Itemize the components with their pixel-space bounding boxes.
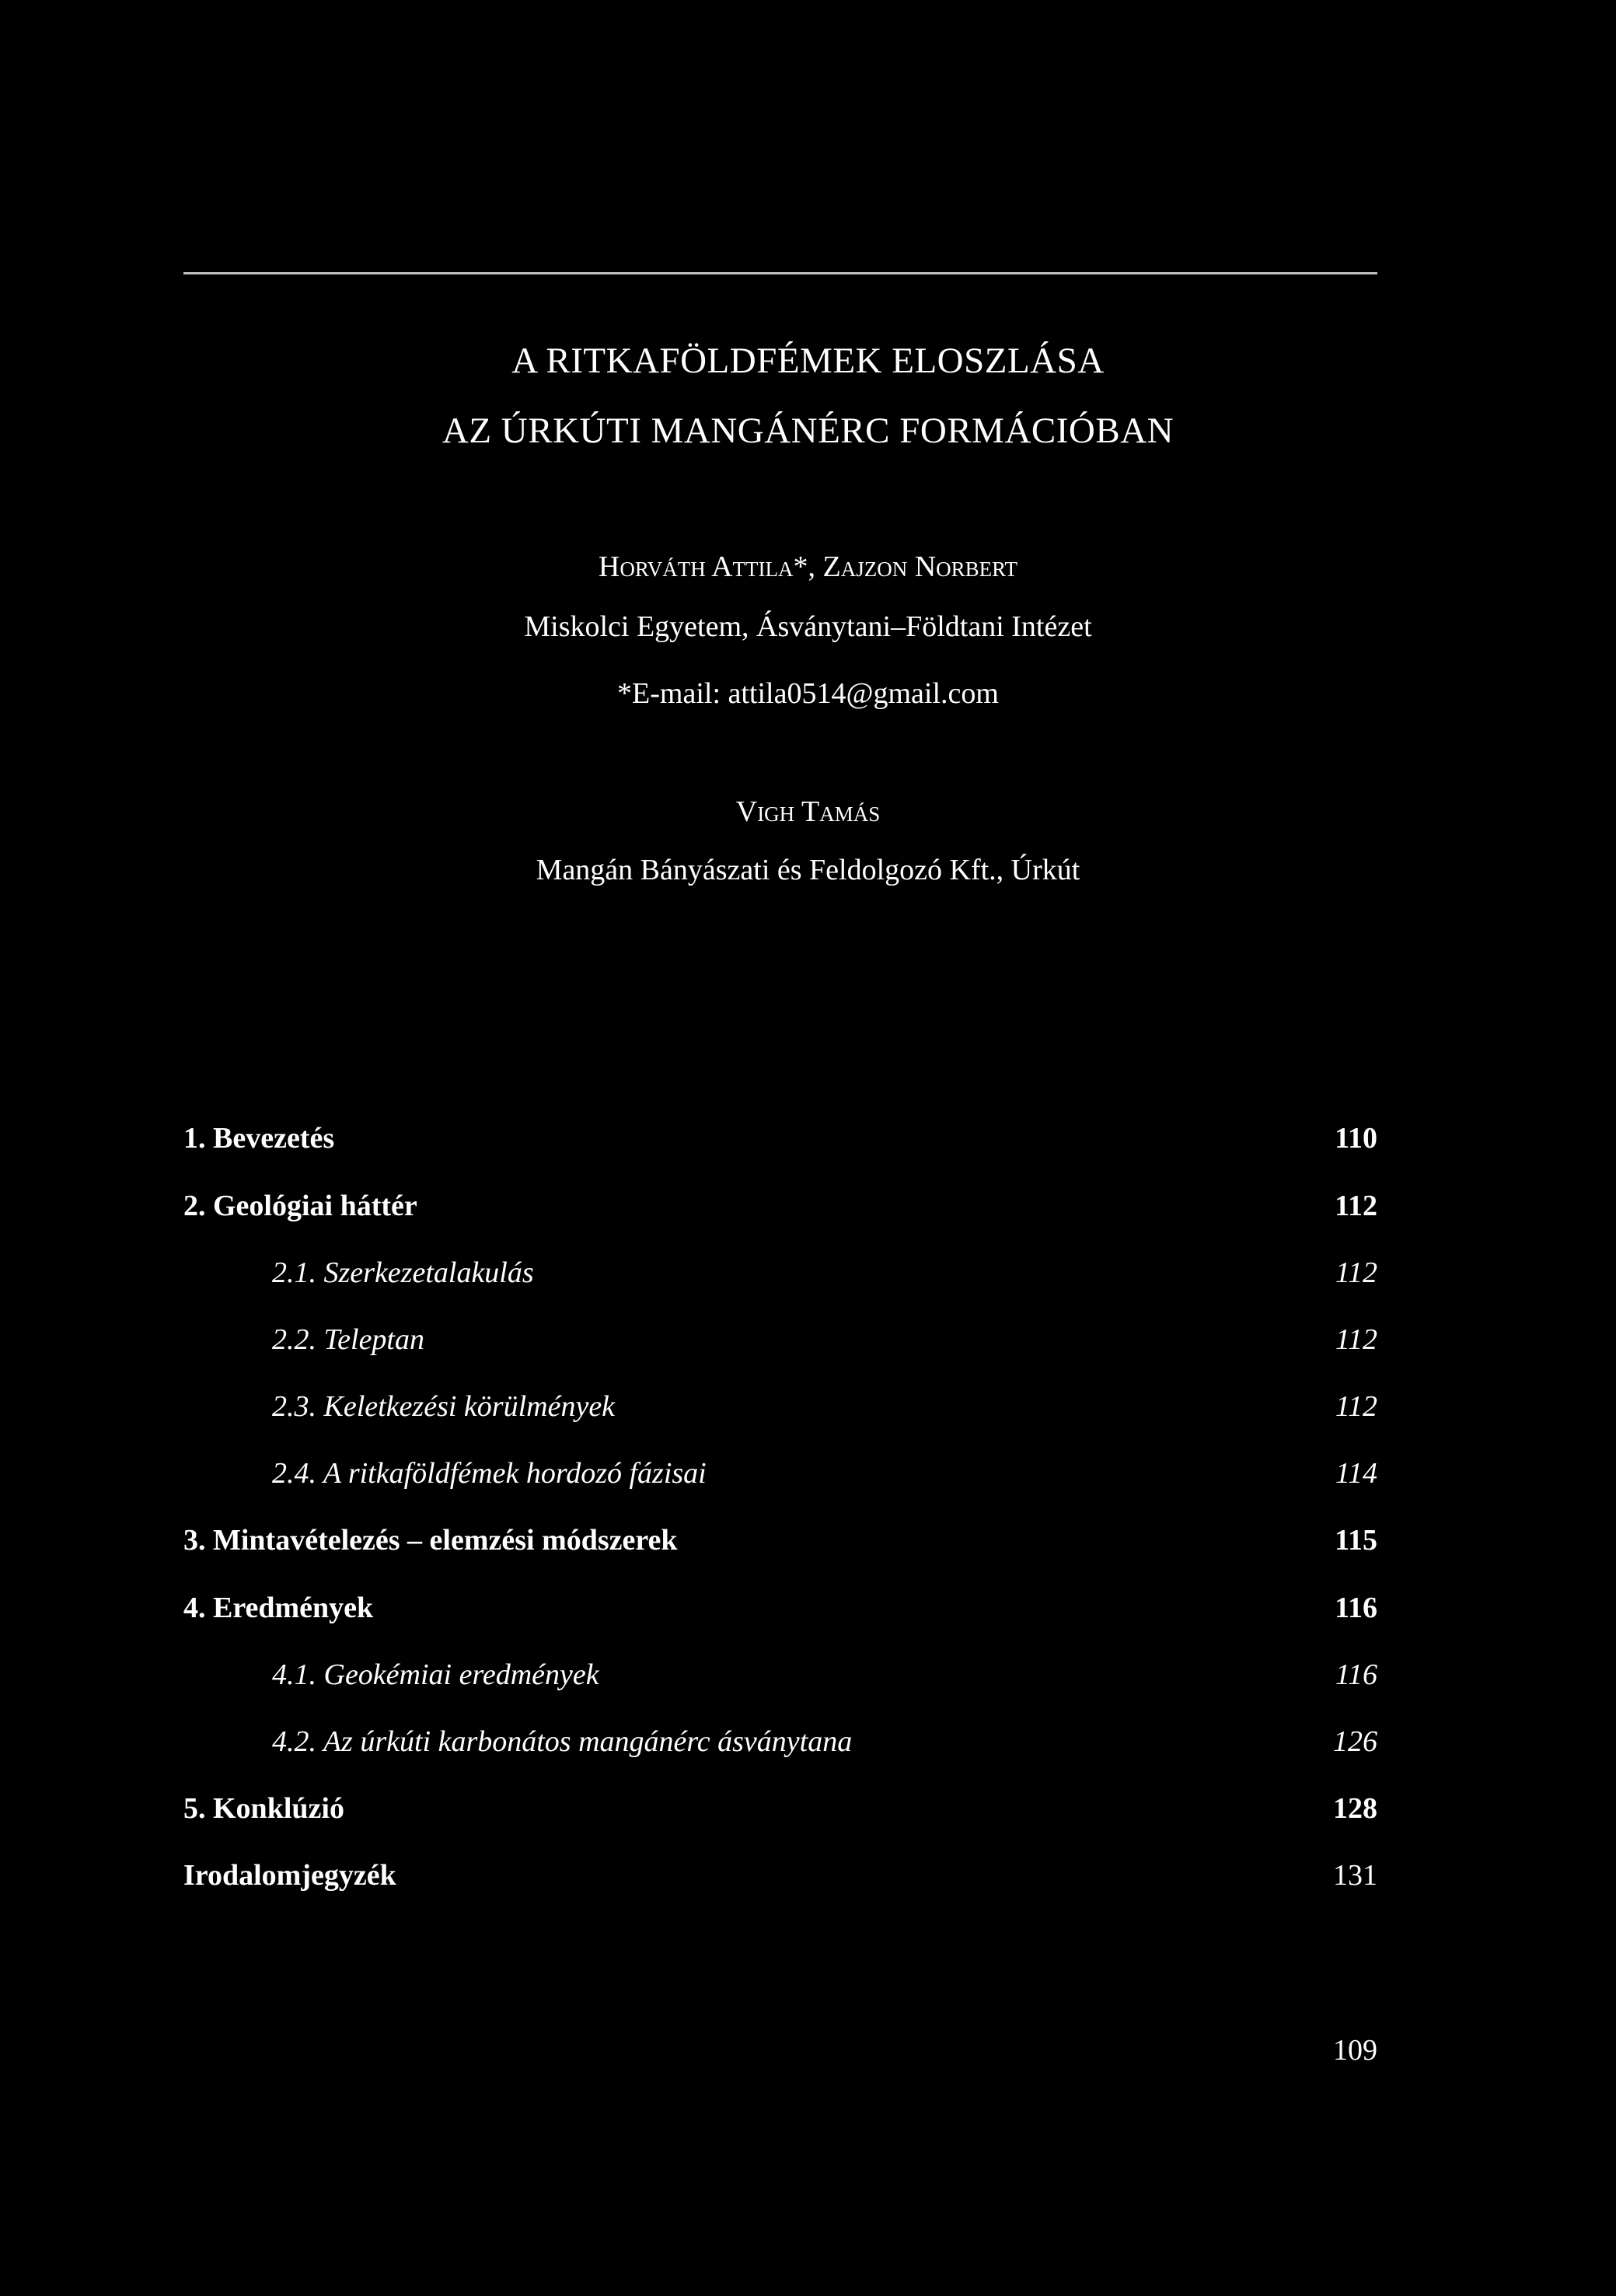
toc-entry-szerkezetalakulas xyxy=(183,1256,1377,1299)
toc-entry-label: 4. Eredmények xyxy=(183,1592,374,1624)
toc-entry-page: 112 xyxy=(1335,1256,1377,1289)
affiliation-secondary: Mangán Bányászati és Feldolgozó Kft., Úrkút xyxy=(536,854,1080,886)
toc-entry-label: 5. Konklúzió xyxy=(183,1792,344,1825)
toc-entry-bevezetes xyxy=(183,1121,1377,1165)
title-line-2: AZ ÚRKÚTI MANGÁNÉRC FORMÁCIÓBAN xyxy=(442,411,1174,451)
toc-entry-eredmenyek xyxy=(183,1591,1377,1634)
toc-entry-label: 1. Bevezetés xyxy=(183,1122,335,1155)
toc-entry-asvanytana xyxy=(183,1725,1377,1768)
toc-entry-page: 114 xyxy=(1335,1457,1377,1490)
title-line-1: A RITKAFÖLDFÉMEK ELOSZLÁSA xyxy=(511,341,1105,381)
page-number: 109 xyxy=(1333,2034,1377,2067)
affiliation-primary: Miskolci Egyetem, Ásványtani–Földtani Intézet xyxy=(524,610,1092,643)
toc-entry-label: Irodalomjegyzék xyxy=(183,1859,396,1892)
toc-entry-label: 2.4. A ritkaföldfémek hordozó fázisai xyxy=(272,1457,707,1490)
authors-secondary: Vigh Tamás xyxy=(735,795,881,828)
toc-entry-page: 110 xyxy=(1335,1122,1377,1155)
toc-entry-hordozo-fazisai xyxy=(183,1456,1377,1500)
toc-entry-keletkezesi-korulmenyek xyxy=(183,1389,1377,1433)
toc-entry-page: 126 xyxy=(1333,1725,1377,1758)
toc-entry-label: 3. Mintavételezés – elemzési módszerek xyxy=(183,1524,678,1557)
toc-entry-teleptan xyxy=(183,1323,1377,1366)
toc-entry-page: 112 xyxy=(1335,1323,1377,1356)
toc-entry-geologiai-hatter xyxy=(183,1189,1377,1232)
toc-entry-label: 2. Geológiai háttér xyxy=(183,1190,417,1222)
toc-entry-label: 2.2. Teleptan xyxy=(272,1323,424,1356)
toc-entry-page: 112 xyxy=(1335,1390,1377,1423)
toc-entry-label: 2.3. Keletkezési körülmények xyxy=(272,1390,616,1423)
authors-primary: Horváth Attila*, Zajzon Norbert xyxy=(598,550,1018,583)
toc-entry-irodalomjegyzek xyxy=(183,1858,1377,1902)
toc-entry-geokemiai-eredmenyek xyxy=(183,1658,1377,1701)
toc-entry-label: 4.2. Az úrkúti karbonátos mangánérc ásványtana xyxy=(272,1725,853,1758)
toc-entry-page: 112 xyxy=(1335,1190,1377,1222)
header-rule xyxy=(183,272,1377,274)
toc-entry-label: 4.1. Geokémiai eredmények xyxy=(272,1658,599,1691)
contact-email: *E-mail: attila0514@gmail.com xyxy=(617,677,999,710)
toc-entry-mintavetelezes xyxy=(183,1523,1377,1567)
toc-entry-page: 116 xyxy=(1335,1592,1377,1624)
toc-entry-label: 2.1. Szerkezetalakulás xyxy=(272,1256,534,1289)
toc-entry-page: 128 xyxy=(1333,1792,1377,1825)
toc-entry-page: 131 xyxy=(1333,1859,1377,1892)
toc-entry-page: 116 xyxy=(1335,1658,1377,1691)
toc-entry-konkluzio xyxy=(183,1791,1377,1835)
toc-entry-page: 115 xyxy=(1335,1524,1377,1557)
